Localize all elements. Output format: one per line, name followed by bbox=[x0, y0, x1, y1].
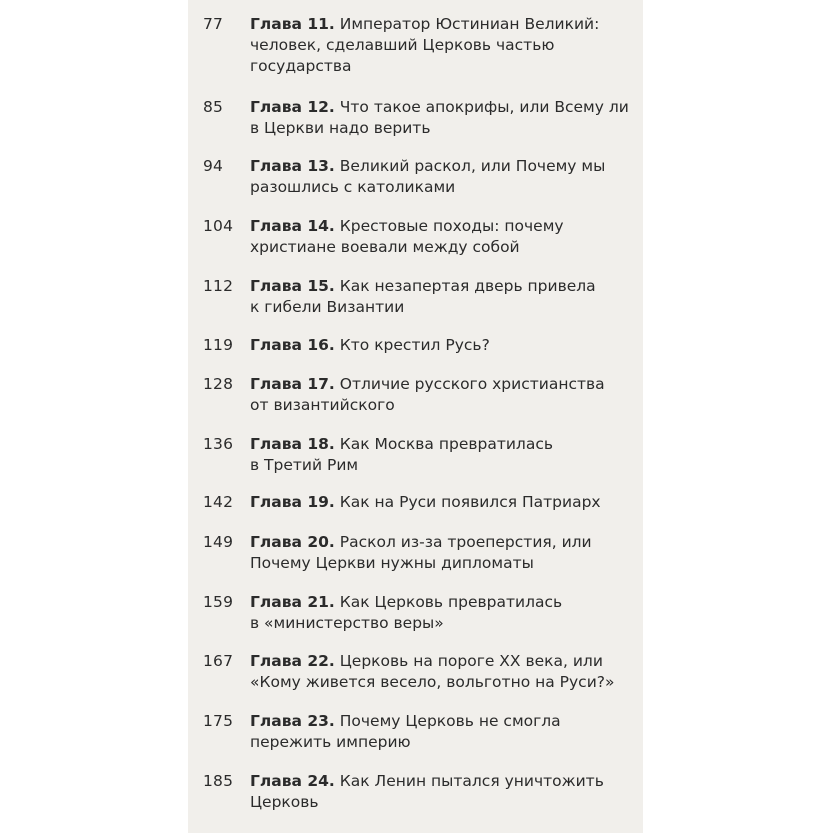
chapter-label: Глава 24. bbox=[250, 772, 335, 790]
chapter-title: Что такое апокрифы, или Всему ли bbox=[339, 98, 629, 116]
chapter-title: Кто крестил Русь? bbox=[339, 336, 490, 354]
entry-line: пережить империю bbox=[250, 733, 411, 751]
book-page bbox=[188, 0, 643, 833]
page-number: 175 bbox=[203, 712, 234, 730]
entry-line: человек, сделавший Церковь частью bbox=[250, 36, 555, 54]
entry-line: государства bbox=[250, 57, 352, 75]
chapter-label: Глава 15. bbox=[250, 277, 335, 295]
page-number: 142 bbox=[203, 493, 234, 511]
chapter-label: Глава 23. bbox=[250, 712, 335, 730]
page-number: 136 bbox=[203, 435, 234, 453]
chapter-title: Как на Руси появился Патриарх bbox=[339, 493, 601, 511]
chapter-title: Крестовые походы: почему bbox=[339, 217, 564, 235]
entry-text bbox=[250, 771, 635, 813]
entry-line: в Третий Рим bbox=[250, 456, 359, 474]
page-number: 119 bbox=[203, 336, 234, 354]
entry-line: от византийского bbox=[250, 396, 395, 414]
chapter-label: Глава 11. bbox=[250, 15, 335, 33]
page-number: 149 bbox=[203, 533, 234, 551]
page-number: 104 bbox=[203, 217, 234, 235]
chapter-title: Как Москва превратилась bbox=[339, 435, 553, 453]
chapter-label: Глава 20. bbox=[250, 533, 335, 551]
entry-line bbox=[250, 374, 635, 395]
chapter-label: Глава 19. bbox=[250, 493, 335, 511]
entry-text bbox=[250, 216, 635, 258]
entry-text bbox=[250, 651, 635, 693]
entry-line: «Кому живется весело, вольготно на Руси?» bbox=[250, 673, 615, 691]
entry-line: Церковь bbox=[250, 793, 319, 811]
entry-text bbox=[250, 532, 635, 574]
chapter-title: Как Ленин пытался уничтожить bbox=[339, 772, 604, 790]
entry-line: разошлись с католиками bbox=[250, 178, 456, 196]
entry-text bbox=[250, 276, 635, 318]
entry-line bbox=[250, 532, 635, 553]
page-number: 185 bbox=[203, 772, 234, 790]
entry-line bbox=[250, 97, 635, 118]
entry-line bbox=[250, 276, 635, 297]
entry-line: Почему Церкви нужны дипломаты bbox=[250, 554, 534, 572]
entry-line bbox=[250, 14, 635, 35]
chapter-title: Великий раскол, или Почему мы bbox=[339, 157, 606, 175]
entry-text bbox=[250, 492, 635, 513]
chapter-label: Глава 18. bbox=[250, 435, 335, 453]
entry-text bbox=[250, 711, 635, 753]
chapter-title: Как незапертая дверь привела bbox=[339, 277, 596, 295]
chapter-label: Глава 14. bbox=[250, 217, 335, 235]
entry-line: христиане воевали между собой bbox=[250, 238, 520, 256]
chapter-label: Глава 17. bbox=[250, 375, 335, 393]
entry-line bbox=[250, 492, 635, 513]
chapter-title: Император Юстиниан Великий: bbox=[339, 15, 600, 33]
entry-text bbox=[250, 156, 635, 198]
entry-line bbox=[250, 711, 635, 732]
entry-line bbox=[250, 216, 635, 237]
entry-line: в «министерство веры» bbox=[250, 614, 444, 632]
page-number: 112 bbox=[203, 277, 234, 295]
entry-line bbox=[250, 156, 635, 177]
chapter-title: Как Церковь превратилась bbox=[339, 593, 563, 611]
chapter-title: Отличие русского христианства bbox=[339, 375, 605, 393]
entry-text bbox=[250, 14, 635, 77]
entry-line bbox=[250, 592, 635, 613]
chapter-label: Глава 16. bbox=[250, 336, 335, 354]
chapter-title: Раскол из-за троеперстия, или bbox=[339, 533, 592, 551]
entry-text bbox=[250, 97, 635, 139]
page-number: 94 bbox=[203, 157, 224, 175]
entry-line: к гибели Византии bbox=[250, 298, 405, 316]
entry-text bbox=[250, 592, 635, 634]
page-number: 159 bbox=[203, 593, 234, 611]
page-number: 85 bbox=[203, 98, 224, 116]
entry-line bbox=[250, 651, 635, 672]
entry-line: в Церкви надо верить bbox=[250, 119, 431, 137]
entry-text bbox=[250, 434, 635, 476]
chapter-title: Церковь на пороге XX века, или bbox=[339, 652, 603, 670]
page-number: 128 bbox=[203, 375, 234, 393]
entry-line bbox=[250, 335, 635, 356]
chapter-label: Глава 22. bbox=[250, 652, 335, 670]
chapter-label: Глава 13. bbox=[250, 157, 335, 175]
entry-text bbox=[250, 374, 635, 416]
entry-text bbox=[250, 335, 635, 356]
page-number: 77 bbox=[203, 15, 224, 33]
chapter-label: Глава 12. bbox=[250, 98, 335, 116]
chapter-label: Глава 21. bbox=[250, 593, 335, 611]
entry-line bbox=[250, 771, 635, 792]
page-number: 167 bbox=[203, 652, 234, 670]
chapter-title: Почему Церковь не смогла bbox=[339, 712, 561, 730]
entry-line bbox=[250, 434, 635, 455]
